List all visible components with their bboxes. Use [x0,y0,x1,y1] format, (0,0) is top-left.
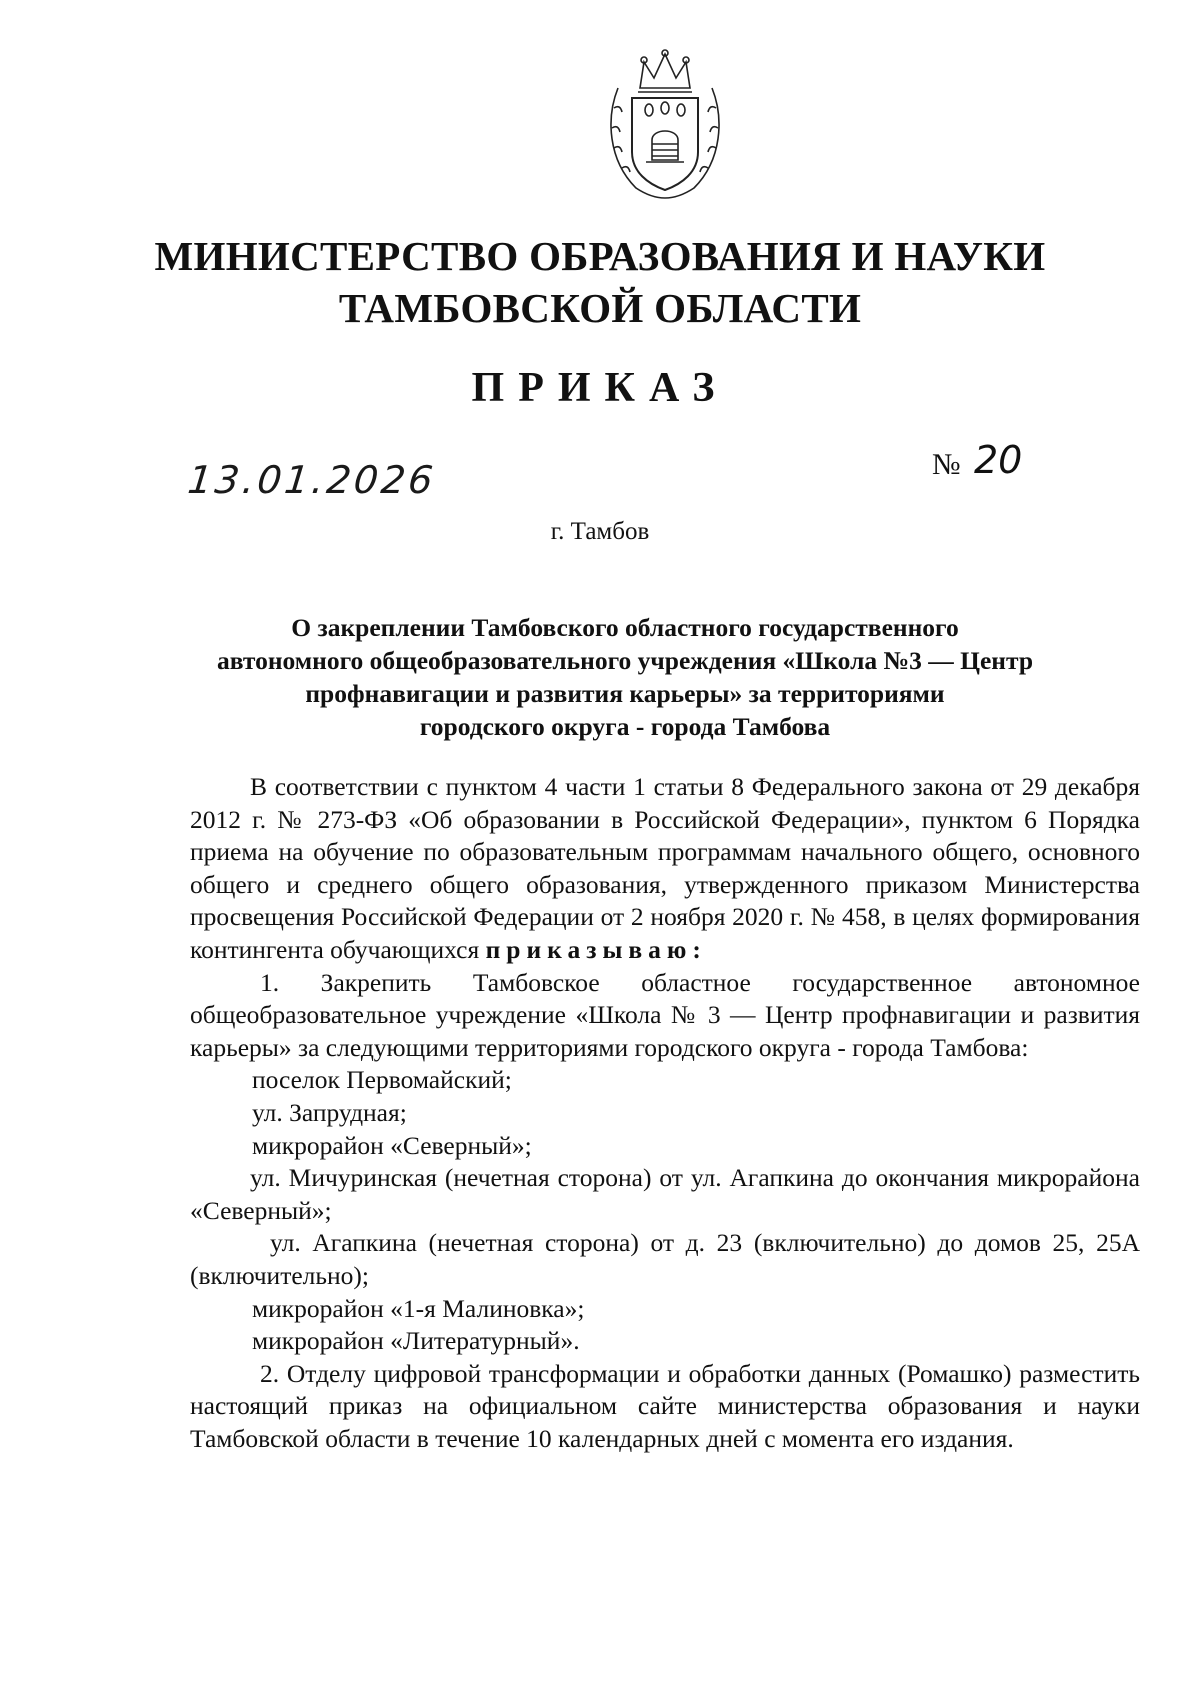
subject-line-4: городского округа - города Тамбова [419,712,831,741]
item-2: 2. Отделу цифровой трансформации и обработки данных (Ромашко) разместить настоящий приказ на официальном сайте министерства образования и науки Тамбовской области в течение 10 календарных дней с момента его издания. [190,1358,1140,1453]
number-label: № [932,448,961,481]
territory-item: микрорайон «Литературный». [252,1326,580,1356]
territory-item: поселок Первомайский; [252,1065,512,1095]
document-type: ПРИКАЗ [471,365,729,411]
territory-item: ул. Запрудная; [252,1097,407,1127]
order-date: 13.01.2026 [185,458,438,502]
subject-line-3: профнавигации и развития карьеры» за территориями [305,679,945,708]
ministry-name [0,230,1200,334]
territory-item: ул. Мичуринская (нечетная сторона) от ул. Агапкина до окончания микрорайона «Северный»; [190,1163,1140,1225]
territory-item: ул. Агапкина (нечетная сторона) от д. 23 (включительно) до домов 25, 25А (включительно); [190,1228,1140,1290]
subject-line-2: автономного общеобразовательного учреждения «Школа №3 — Центр [217,646,1033,675]
ministry-line-2: ТАМБОВСКОЙ ОБЛАСТИ [338,285,862,331]
order-word: приказываю: [485,934,707,964]
order-subject [150,611,1100,743]
preamble [190,771,1140,967]
number-value: 20 [974,438,1023,482]
order-body [190,771,1140,1455]
preamble-text: В соответствии с пунктом 4 части 1 статьи 8 Федерального закона от 29 декабря 2012 г. № 273-ФЗ «Об образовании в Российской Федерации», пунктом 6 Порядка приема на обучение по образовательным программам начального общего, основного общего и среднего общего образования, утвержденного приказом Министерства просвещения Российской Федерации от 2 ноября 2020 г. № 458, в целях формирования контингента обучающихся [190,772,1140,964]
territory-item: микрорайон «1-я Малиновка»; [252,1293,585,1323]
city: г. Тамбов [550,518,650,545]
ministry-line-1: МИНИСТЕРСТВО ОБРАЗОВАНИЯ И НАУКИ [154,233,1046,279]
subject-line-1: О закреплении Тамбовского областного государственного [291,613,959,642]
tambov-coat-of-arms-icon [602,48,728,200]
territory-item: микрорайон «Северный»; [252,1130,532,1160]
item-1: 1. Закрепить Тамбовское областное государственное автономное общеобразовательное учреждение «Школа № 3 — Центр профнавигации и развития карьеры» за следующими территориями городского округа - города Тамбова: [190,967,1140,1062]
order-number [932,438,1023,482]
